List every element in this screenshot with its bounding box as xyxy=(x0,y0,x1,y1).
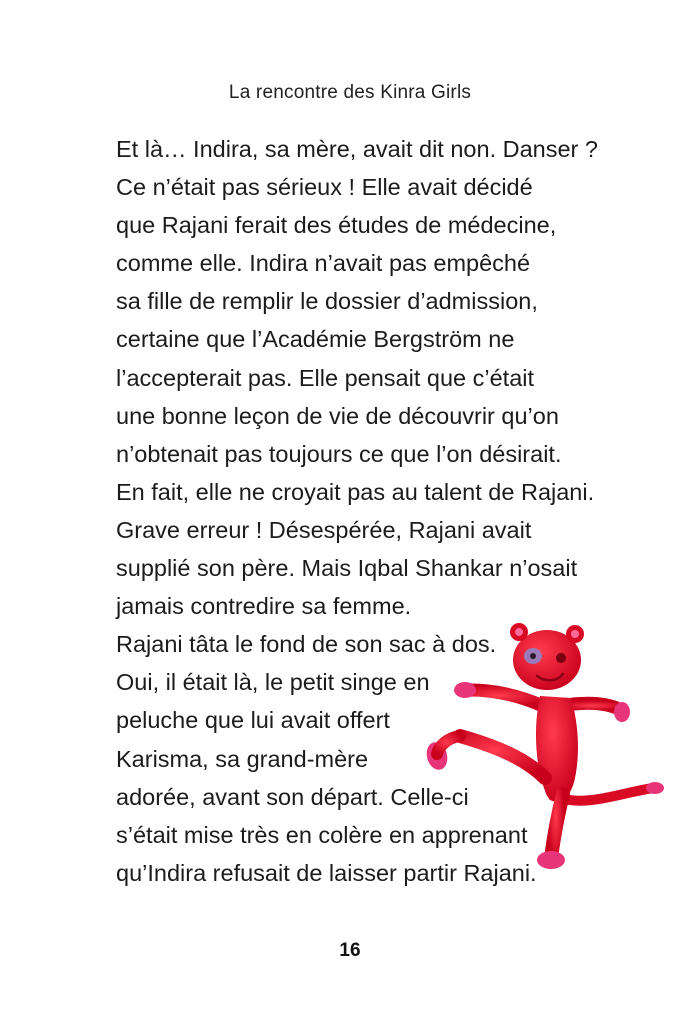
text-line: Karisma, sa grand-mère xyxy=(116,745,369,772)
text-line: jamais contredire sa femme. xyxy=(116,593,412,620)
text-line: comme elle. Indira n’avait pas empêché xyxy=(116,250,531,277)
plush-monkey-icon xyxy=(425,618,670,873)
text-line: supplié son père. Mais Iqbal Shankar n’osait xyxy=(116,555,578,582)
running-title: La rencontre des Kinra Girls xyxy=(228,82,472,103)
text-line: qu’Indira refusait de laisser partir Rajani. xyxy=(116,859,537,886)
text-line: Oui, il était là, le petit singe en xyxy=(116,669,430,696)
text-line: l’accepterait pas. Elle pensait que c’était xyxy=(116,364,535,391)
text-line: certaine que l’Académie Bergström ne xyxy=(116,326,515,353)
text-line: s’était mise très en colère en apprenant xyxy=(116,821,528,848)
text-line: Et là… Indira, sa mère, avait dit non. Danser ? xyxy=(116,136,598,162)
text-line: Ce n’était pas sérieux ! Elle avait décidé xyxy=(116,174,533,201)
text-line: Grave erreur ! Désespérée, Rajani avait xyxy=(116,516,532,543)
text-line: n’obtenait pas toujours ce que l’on désirait. xyxy=(116,440,562,467)
text-line: sa fille de remplir le dossier d’admission, xyxy=(116,288,538,315)
text-line: une bonne leçon de vie de découvrir qu’on xyxy=(116,402,559,429)
page-number: 16 xyxy=(339,940,361,961)
text-line: peluche que lui avait offert xyxy=(116,707,390,734)
text-line: adorée, avant son départ. Celle-ci xyxy=(116,783,469,810)
text-line: En fait, elle ne croyait pas au talent de Rajani. xyxy=(116,478,595,505)
text-line: que Rajani ferait des études de médecine, xyxy=(116,212,557,239)
text-line: Rajani tâta le fond de son sac à dos. xyxy=(116,631,497,658)
